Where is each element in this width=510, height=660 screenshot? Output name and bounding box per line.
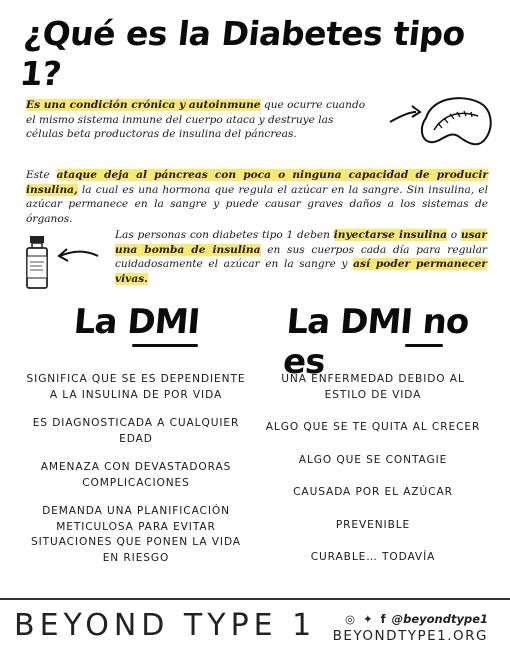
- no-underline: [405, 344, 443, 347]
- list-item: AMENAZA CON DEVASTADORAS COMPLICACIONES: [40, 461, 232, 489]
- list-item: DEMANDA UNA PLANIFICACIÓN METICULOSA PARA EVITAR SITUACIONES QUE PONEN LA VIDA EN RIESGO: [31, 505, 241, 564]
- list-item: UNA ENFERMEDAD DEBIDO AL ESTILO DE VIDA: [281, 373, 465, 401]
- page-title: ¿Qué es la Diabetes tipo 1?: [17, 14, 467, 93]
- not-word: no: [421, 302, 471, 342]
- highlight-text: así poder permanecer vivas.: [115, 258, 487, 285]
- list-item: ALGO QUE SE TE QUITA AL CRECER: [265, 421, 481, 433]
- treatment-paragraph: Las personas con diabetes tipo 1 deben inyectarse insulina o usar una bomba de insulina en sus cuerpos cada día para regular cuidadosamente el azúcar en la sangre y así poder permanecer vivas.: [115, 229, 488, 285]
- list-item: ES DIAGNOSTICADA A CUALQUIER EDAD: [32, 417, 240, 445]
- highlight-text: inyectarse insulina: [333, 229, 447, 241]
- list-item: CAUSADA POR EL AZÚCAR: [293, 486, 453, 498]
- highlight-text: ataque deja al páncreas con poca o ninguna capacidad de producir insulina,: [26, 169, 488, 196]
- intro-paragraph: Es una condición crónica y autoinmune que ocurre cuando el mismo sistema inmune del cuerpo ataca y destruye las células beta productoras de insulina del páncreas.: [26, 99, 366, 140]
- left-heading-underline: [132, 344, 198, 347]
- is-list: [26, 372, 246, 579]
- brand-logo: BEYOND TYPE 1: [14, 608, 317, 643]
- is-not-list: [262, 372, 484, 583]
- list-item: PREVENIBLE: [335, 518, 411, 531]
- attack-paragraph: Este ataque deja al páncreas con poca o ninguna capacidad de producir insulina, la cual es una hormona que regula el azúcar en la sangre. Sin insulina, el azúcar permanece en la sangre y puede causar graves daños a los sistemas de órganos.: [26, 169, 488, 225]
- pancreas-icon: [382, 92, 498, 154]
- footer-divider: [0, 598, 510, 600]
- social-icons: ◎ ✦ f: [344, 612, 388, 626]
- list-item: SIGNIFICA QUE SE ES DEPENDIENTE A LA INSULINA DE POR VIDA: [26, 373, 246, 401]
- list-item: ALGO QUE SE CONTAGIE: [298, 453, 448, 466]
- website-link[interactable]: BEYONDTYPE1.ORG: [332, 628, 488, 644]
- social-handle: ◎ ✦ f @beyondtype1: [344, 612, 488, 626]
- list-item: CURABLE… TODAVÍA: [310, 551, 436, 563]
- right-heading: La DMI no es: [281, 302, 471, 382]
- highlight-text: usar una bomba de insulina: [115, 229, 488, 256]
- insulin-vial-icon: [24, 234, 102, 292]
- highlight-text: Es una condición crónica y autoinmune: [26, 99, 261, 111]
- left-heading: La DMI: [72, 302, 201, 342]
